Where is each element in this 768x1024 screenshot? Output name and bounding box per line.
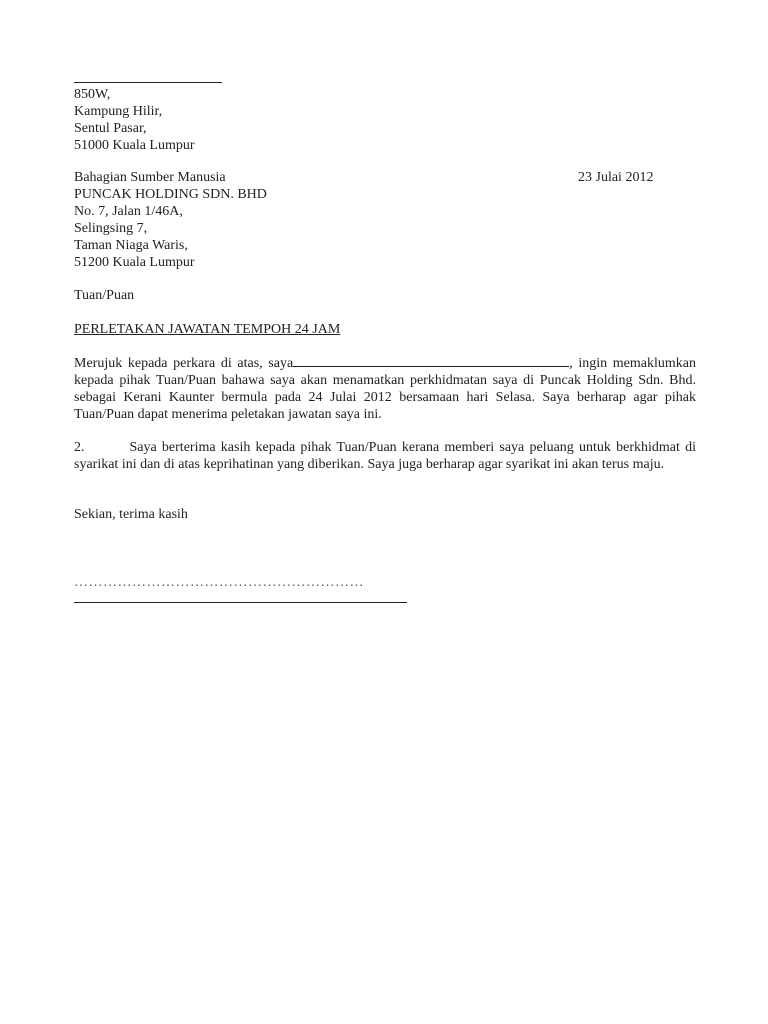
paragraph-2-number: 2. bbox=[74, 440, 85, 455]
paragraph-1 bbox=[74, 354, 696, 423]
paragraph-1-rest: , ingin memaklumkan kepada pihak Tuan/Puan bahawa saya akan menamatkan perkhidmatan saya di Puncak Holding Sdn. Bhd. sebagai Kerani Kaunter bermula pada 24 Julai 2012 bersamaan hari Selasa. Saya berharap agar pihak Tuan/Puan dapat menerima peletakan jawatan saya ini. bbox=[74, 356, 696, 422]
signature-rule bbox=[74, 602, 407, 603]
sender-name-blank-line bbox=[74, 82, 222, 83]
paragraph-2 bbox=[74, 439, 696, 473]
recipient-line-3: No. 7, Jalan 1/46A, bbox=[74, 204, 183, 219]
recipient-line-4: Selingsing 7, bbox=[74, 221, 148, 236]
paragraph-1-lead: Merujuk kepada perkara di atas, saya bbox=[74, 356, 294, 371]
recipient-line-6: 51200 Kuala Lumpur bbox=[74, 255, 195, 270]
sender-address-line-4: 51000 Kuala Lumpur bbox=[74, 138, 195, 153]
sender-address-line-1: 850W, bbox=[74, 87, 111, 102]
recipient-line-5: Taman Niaga Waris, bbox=[74, 238, 188, 253]
name-blank-line bbox=[293, 354, 569, 367]
sender-address-line-3: Sentul Pasar, bbox=[74, 121, 147, 136]
signature-dotted-line: …………………………………………………… bbox=[74, 575, 364, 590]
closing: Sekian, terima kasih bbox=[74, 507, 188, 522]
letter-date: 23 Julai 2012 bbox=[578, 170, 654, 185]
sender-address-line-2: Kampung Hilir, bbox=[74, 104, 163, 119]
salutation: Tuan/Puan bbox=[74, 288, 135, 303]
recipient-line-2: PUNCAK HOLDING SDN. BHD bbox=[74, 187, 267, 202]
paragraph-2-text: Saya berterima kasih kepada pihak Tuan/Puan kerana memberi saya peluang untuk berkhidmat di syarikat ini dan di atas keprihatinan yang diberikan. Saya juga berharap agar syarikat ini akan terus maju. bbox=[74, 440, 696, 472]
letter-subject: PERLETAKAN JAWATAN TEMPOH 24 JAM bbox=[74, 322, 341, 337]
recipient-line-1: Bahagian Sumber Manusia bbox=[74, 170, 226, 185]
